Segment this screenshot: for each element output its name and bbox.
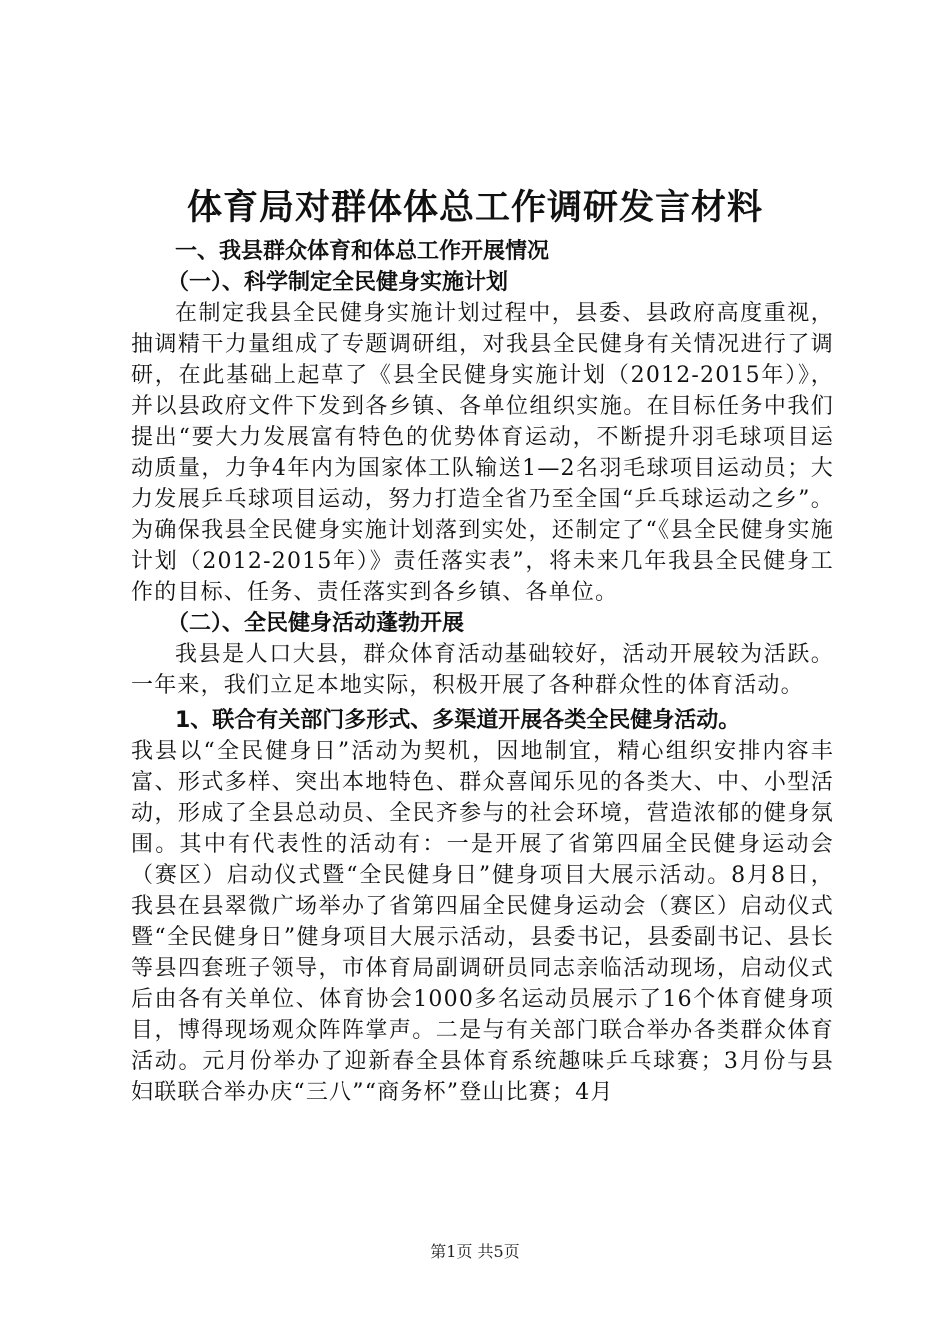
paragraph-1: 在制定我县全民健身实施计划过程中，县委、县政府高度重视，抽调精干力量组成了专题调研组，对我县全民健身有关情况进行了调研，在此基础上起草了《县全民健身实施计划（2012-2015年）》，并以县政府文件下发到各乡镇、各单位组织实施。在目标任务中我们提出“要大力发展富有特色的优势体育运动，不断提升羽毛球项目运动质量，力争4年内为国家体工队输送1—2名羽毛球项目运动员；大力发展乒乓球项目运动，努力打造全省乃至全国“乒乓球运动之乡”。为确保我县全民健身实施计划落到实处，还制定了“《县全民健身实施计划（2012-2015年）》责任落实表”，将未来几年我县全民健身工作的目标、任务、责任落实到各乡镇、各单位。 <box>131 301 834 605</box>
subsection-heading-1: （一）、科学制定全民健身实施计划 <box>167 270 509 295</box>
document-body <box>131 236 834 1108</box>
paragraph-2: 我县是人口大县，群众体育活动基础较好，活动开展较为活跃。一年来，我们立足本地实际，积极开展了各种群众性的体育活动。 <box>131 642 834 698</box>
item-heading-1: 1、联合有关部门多形式、多渠道开展各类全民健身活动。 <box>175 708 741 733</box>
paragraph-3: 我县以“全民健身日”活动为契机，因地制宜，精心组织安排内容丰富、形式多样、突出本地特色、群众喜闻乐见的各类大、中、小型活动，形成了全县总动员、全民齐参与的社会环境，营造浓郁的健身氛围。其中有代表性的活动有：一是开展了省第四届全民健身运动会（赛区）启动仪式暨“全民健身日”健身项目大展示活动。8月8日，我县在县翠微广场举办了省第四届全民健身运动会（赛区）启动仪式暨“全民健身日”健身项目大展示活动，县委书记，县委副书记、县长等县四套班子领导，市体育局副调研员同志亲临活动现场，启动仪式后由各有关单位、体育协会1000多名运动员展示了16个体育健身项目，博得现场观众阵阵掌声。二是与有关部门联合举办各类群众体育活动。元月份举办了迎新春全县体育系统趣味乒乓球赛；3月份与县妇联联合举办庆“三八”“商务杯”登山比赛；4月 <box>131 739 834 1105</box>
section-heading-1: 一、我县群众体育和体总工作开展情况 <box>175 239 550 264</box>
document-title: 体育局对群体体总工作调研发言材料 <box>186 188 763 228</box>
subsection-heading-2: （二）、全民健身活动蓬勃开展 <box>167 611 465 636</box>
page-number: 第1页 共5页 <box>430 1242 520 1261</box>
